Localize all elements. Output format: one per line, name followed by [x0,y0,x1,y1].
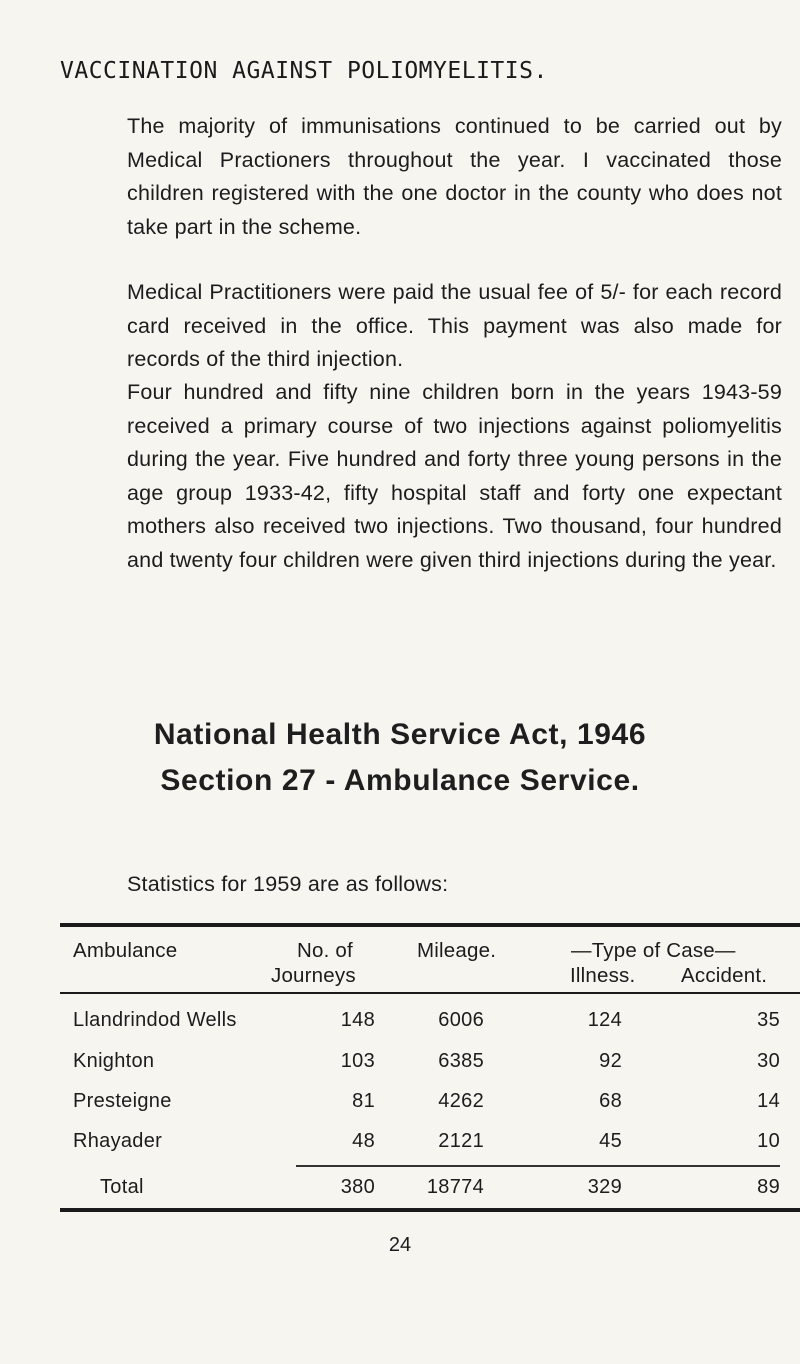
header-rule [60,992,800,994]
act-title: National Health Service Act, 1946 [153,718,647,751]
total-mileage: 18774 [426,1176,484,1198]
row-2-ambulance: Knighton [73,1050,155,1072]
row-4-ambulance: Rhayader [73,1130,163,1152]
row-4-illness: 45 [599,1130,622,1152]
table-bottom-rule [60,1208,800,1212]
row-2-accident: 30 [757,1050,780,1072]
stats-intro: Statistics for 1959 are as follows: [127,872,449,896]
row-1-illness: 124 [587,1009,622,1031]
paragraph-fees: Medical Practitioners were paid the usual fee of 5/- for each record card received in the office. This payment was also made for records of the third injection. [127,280,782,371]
row-3-journeys: 81 [352,1090,375,1112]
row-1-ambulance: Llandrindod Wells [73,1009,237,1031]
header-illness: Illness. [570,964,636,987]
total-illness: 329 [587,1176,622,1198]
header-journeys-line2: Journeys [271,964,356,987]
row-1-mileage: 6006 [438,1009,484,1031]
row-3-mileage: 4262 [438,1090,484,1112]
header-journeys-line1: No. of [297,939,353,962]
section-heading: VACCINATION AGAINST POLIOMYELITIS. [60,58,548,84]
header-type-of-case: —Type of Case— [571,939,736,962]
row-2-journeys: 103 [340,1050,375,1072]
row-2-mileage: 6385 [438,1050,484,1072]
total-journeys: 380 [340,1176,375,1198]
header-ambulance: Ambulance [73,939,178,962]
row-2-illness: 92 [599,1050,622,1072]
row-4-mileage: 2121 [438,1130,484,1152]
header-mileage: Mileage. [417,939,497,962]
table-top-rule [60,923,800,927]
total-accident: 89 [757,1176,780,1198]
page-number: 24 [388,1234,412,1256]
row-3-illness: 68 [599,1090,622,1112]
total-label: Total [100,1176,144,1198]
paragraph-injection-counts: Four hundred and fifty nine children born in the years 1943-59 received a primary course of two injections against poliomyelitis during the year. Five hundred and forty three young persons in the age group 1933-42, fifty hospital staff and forty one expectant mothers also received two injections. Two thousand, four hundred and twenty four children were given third injections during the year. [127,380,782,572]
subtotal-rule [296,1165,780,1167]
row-3-accident: 14 [757,1090,780,1112]
row-4-accident: 10 [757,1130,780,1152]
section-title: Section 27 - Ambulance Service. [160,764,640,797]
row-1-journeys: 148 [340,1009,375,1031]
header-accident: Accident. [681,964,768,987]
paragraph-immunisations: The majority of immunisations continued to be carried out by Medical Practioners throughout the year. I vaccinated those children registered with the one doctor in the county who does not take part in the scheme. [127,114,782,239]
row-3-ambulance: Presteigne [73,1090,172,1112]
row-1-accident: 35 [757,1009,780,1031]
row-4-journeys: 48 [352,1130,375,1152]
